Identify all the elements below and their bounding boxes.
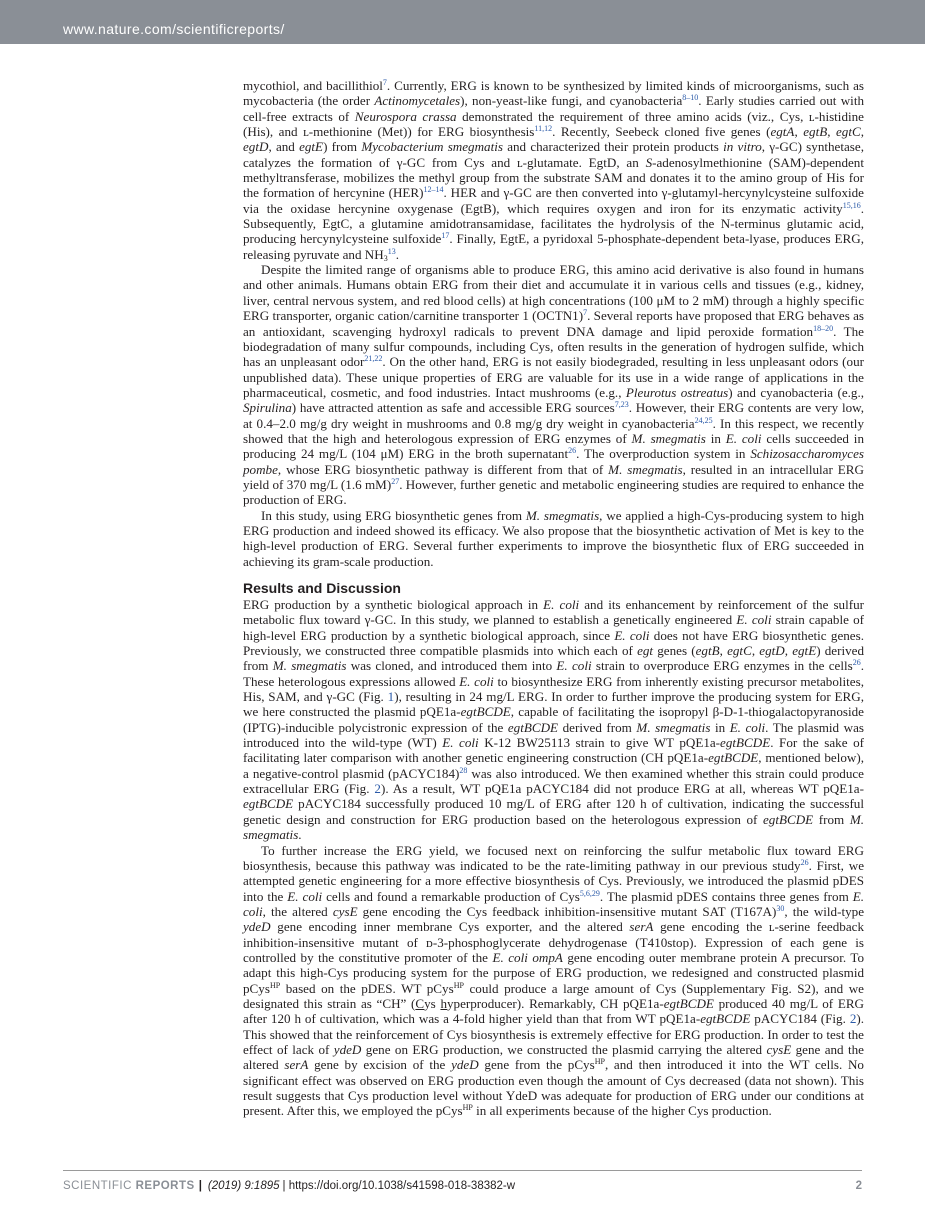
footer-divider	[63, 1170, 862, 1171]
doi-link[interactable]: | https://doi.org/10.1038/s41598-018-38382-w	[282, 1180, 516, 1192]
paragraph-2: Despite the limited range of organisms able to produce ERG, this amino acid derivative is also found in humans and other animals. Humans obtain ERG from their diet and accumulate it in various cells and tissues (e.g., kidney, liver, central nervous system, and red blood cells) at high concentrations (100 μM to 2 mM) through a highly specific ERG transporter, organic cation/carnitine transporter 1 (OCTN1)$^7$. Several reports have proposed that ERG behaves as an antioxidant, scavenging hydroxyl radicals to prevent DNA damage and lipid peroxide formation$^{18-20}$. The biodegradation of many sulfur compounds, including Cys, often results in the generation of hydrogen sulfide, which has an unpleasant odor$^{21,22}$. On the other hand, ERG is not easily biodegraded, resulting in less unpleasant odors (our unpublished data). These unique properties of ERG are valuable for its use in a wide range of applications in the pharmaceutical, cosmetic, and food industries. Intact mushrooms (e.g., Pleurotus ostreatus) and cyanobacteria (e.g., Spirulina) have attracted attention as safe and accessible ERG sources$^{7,23}$. However, their ERG contents are very low, at 0.4–2.0 mg/g dry weight in mushrooms and 0.8 mg/g dry weight in cyanobacteria$^{24,25}$. In this respect, we recently showed that the high and heterologous expression of ERG enzymes of M. smegmatis in E. coli cells succeeded in producing 24 mg/L (104 μM) ERG in the broth supernatant$^{26}$. The overproduction system in Schizosaccharomyces pombe, whose ERG biosynthetic pathway is different from that of M. smegmatis, resulted in an intracellular ERG yield of 370 mg/L (1.6 mM)$^{27}$. However, further genetic and metabolic engineering studies are required to enhance the production of ERG.	[243, 262, 865, 508]
page-number: 2	[855, 1180, 862, 1192]
paragraph-1: mycothiol, and bacillithiol$^7$. Currently, ERG is known to be synthesized by limited kinds of microorganisms, such as mycobacteria (the order Actinomycetales), non-yeast-like fungi, and cyanobacteria$^{8-10}$. Early studies carried out with cell-free extracts of Neurospora crassa demonstrated the requirement of three amino acids (viz., Cys, ʟ-histidine (His), and ʟ-methionine (Met)) for ERG biosynthesis$^{11,12}$. Recently, Seebeck cloned five genes (egtA, egtB, egtC, egtD, and egtE) from Mycobacterium smegmatis and characterized their protein products in vitro, γ-GC) synthetase, catalyzes the formation of γ-GC from Cys and ʟ-glutamate. EgtD, an S-adenosylmethionine (SAM)-dependent methyltransferase, mobilizes the methyl group from the substrate SAM and donates it to the amino group of His for the formation of hercynine (HER)$^{12-14}$. HER and γ-GC are then converted into γ-glutamyl-hercynylcysteine sulfoxide via the oxidase hercynine oxygenase (EgtB), which requires oxygen and iron for its enzymatic activity$^{15,16}$. Subsequently, EgtC, a glutamine amidotransamidase, facilitates the hydrolysis of the N-terminus glutamic acid, producing hercynylcysteine sulfoxide$^{17}$. Finally, EgtE, a pyridoxal 5-phosphate-dependent beta-lyase, produces ERG, releasing pyruvate and $NH_3^{13}$.	[243, 78, 865, 263]
figure-2-link-second[interactable]: 2	[849, 1011, 857, 1027]
figure-1-link[interactable]: 1	[387, 689, 395, 705]
journal-header-bar	[0, 0, 925, 44]
page-footer	[63, 1180, 862, 1196]
journal-name-light: SCIENTIFIC	[63, 1180, 136, 1192]
article-body	[243, 78, 864, 1119]
journal-url-link[interactable]: www.nature.com/scientificreports/	[63, 21, 285, 37]
paragraph-3: In this study, using ERG biosynthetic genes from M. smegmatis, we applied a high-Cys-producing system to high ERG production and indeed showed its efficacy. We also propose that the biosynthetic activation of Met is key to the high-level production of ERG. Several further experiments to improve the biosynthetic flux of ERG succeeded in achieving its gram-scale production.	[243, 507, 864, 569]
citation: (2019) 9:1895	[207, 1180, 280, 1192]
figure-2-link[interactable]: 2	[374, 781, 381, 797]
section-title-results: Results and Discussion	[243, 580, 401, 596]
paragraph-4: ERG production by a synthetic biological approach in E. coli and its enhancement by reinforcement of the sulfur metabolic flux toward γ-GC. In this study, we planned to establish a genetically engineered E. coli strain capable of high-level ERG production by a synthetic biological approach, since E. coli does not have ERG biosynthetic genes. Previously, we constructed three compatible plasmids into which each of egt genes (egtB, egtC, egtD, egtE) derived from M. smegmatis was cloned, and introduced them into E. coli strain to overproduce ERG enzymes in the cells$^{26}$. These heterologous expressions allowed E. coli to biosynthesize ERG from inherently existing precursor metabolites, His, SAM, and γ-GC (Fig. 1), resulting in 24 mg/L ERG. In order to further improve the producing system for ERG, we here constructed the plasmid pQE1a-egtBCDE, capable of facilitating the isopropyl β-D-1-thiogalactopyranoside (IPTG)-inducible polycistronic expression of the egtBCDE derived from M. smegmatis in E. coli. The plasmid was introduced into the wild-type (WT) E. coli K-12 BW25113 strain to give WT pQE1a-egtBCDE. For the sake of facilitating later comparison with another genetic engineering construction (CH pQE1a-egtBCDE, mentioned below), a negative-control plasmid (pACYC184)$^{28}$ was also introduced. We then examined whether this strain could produce extracellular ERG (Fig. 2). As a result, WT pQE1a pACYC184 did not produce ERG at all, whereas WT pQE1a-egtBCDE pACYC184 successfully produced 10 mg/L of ERG after 120 h of cultivation, indicating the successful genetic design and construction for ERG production based on the heterologous expression of egtBCDE from M. smegmatis.	[243, 597, 865, 843]
footer-separator: |	[198, 1180, 202, 1192]
paragraph-5: To further increase the ERG yield, we focused next on reinforcing the sulfur metabolic flux toward ERG biosynthesis, because this pathway was indicated to be the rate-limiting pathway in our previous study$^{26}$. First, we attempted genetic engineering for a more effective biosynthesis of Cys. Previously, we introduced the plasmid pDES into the E. coli cells and found a remarkable production of Cys$^{5,6,29}$. The plasmid pDES contains three genes from E. coli, the altered cysE gene encoding the Cys feedback inhibition-insensitive mutant SAT (T167A)$^{30}$, the wild-type ydeD gene encoding inner membrane Cys exporter, and the altered serA gene encoding the ʟ-serine feedback inhibition-insensitive mutant of ᴅ-3-phosphoglycerate dehydrogenase (T410stop). Expression of each gene is controlled by the constitutive promoter of the E. coli ompA gene encoding outer membrane protein A precursor. To adapt this high-Cys producing system for the purpose of ERG production, we redesigned and constructed plasmid pCys$^{HP}$ based on the pDES. WT pCys$^{HP}$ could produce a large amount of Cys (Supplementary Fig. S2), and we designated this strain as “CH” (Cys hyperproducer). Remarkably, CH pQE1a-egtBCDE produced 40 mg/L of ERG after 120 h of cultivation, which was a 4-fold higher yield than that from WT pQE1a-egtBCDE pACYC184 (Fig. 2). This showed that the reinforcement of Cys biosynthesis is extremely effective for ERG production. In order to test the effect of lack of ydeD gene on ERG production, we constructed the plasmid carrying the altered cysE gene and the altered serA gene by excision of the ydeD gene from the pCys$^{HP}$, and then introduced it into the WT cells. No significant effect was observed on ERG production even though the amount of Cys decreased (data not shown). This result suggests that Cys production level without YdeD was adequate for production of ERG under our conditions at present. After this, we employed the pCys$^{HP}$ in all experiments because of the higher Cys production.	[243, 842, 865, 1119]
journal-name-bold: REPORTS	[135, 1180, 195, 1192]
